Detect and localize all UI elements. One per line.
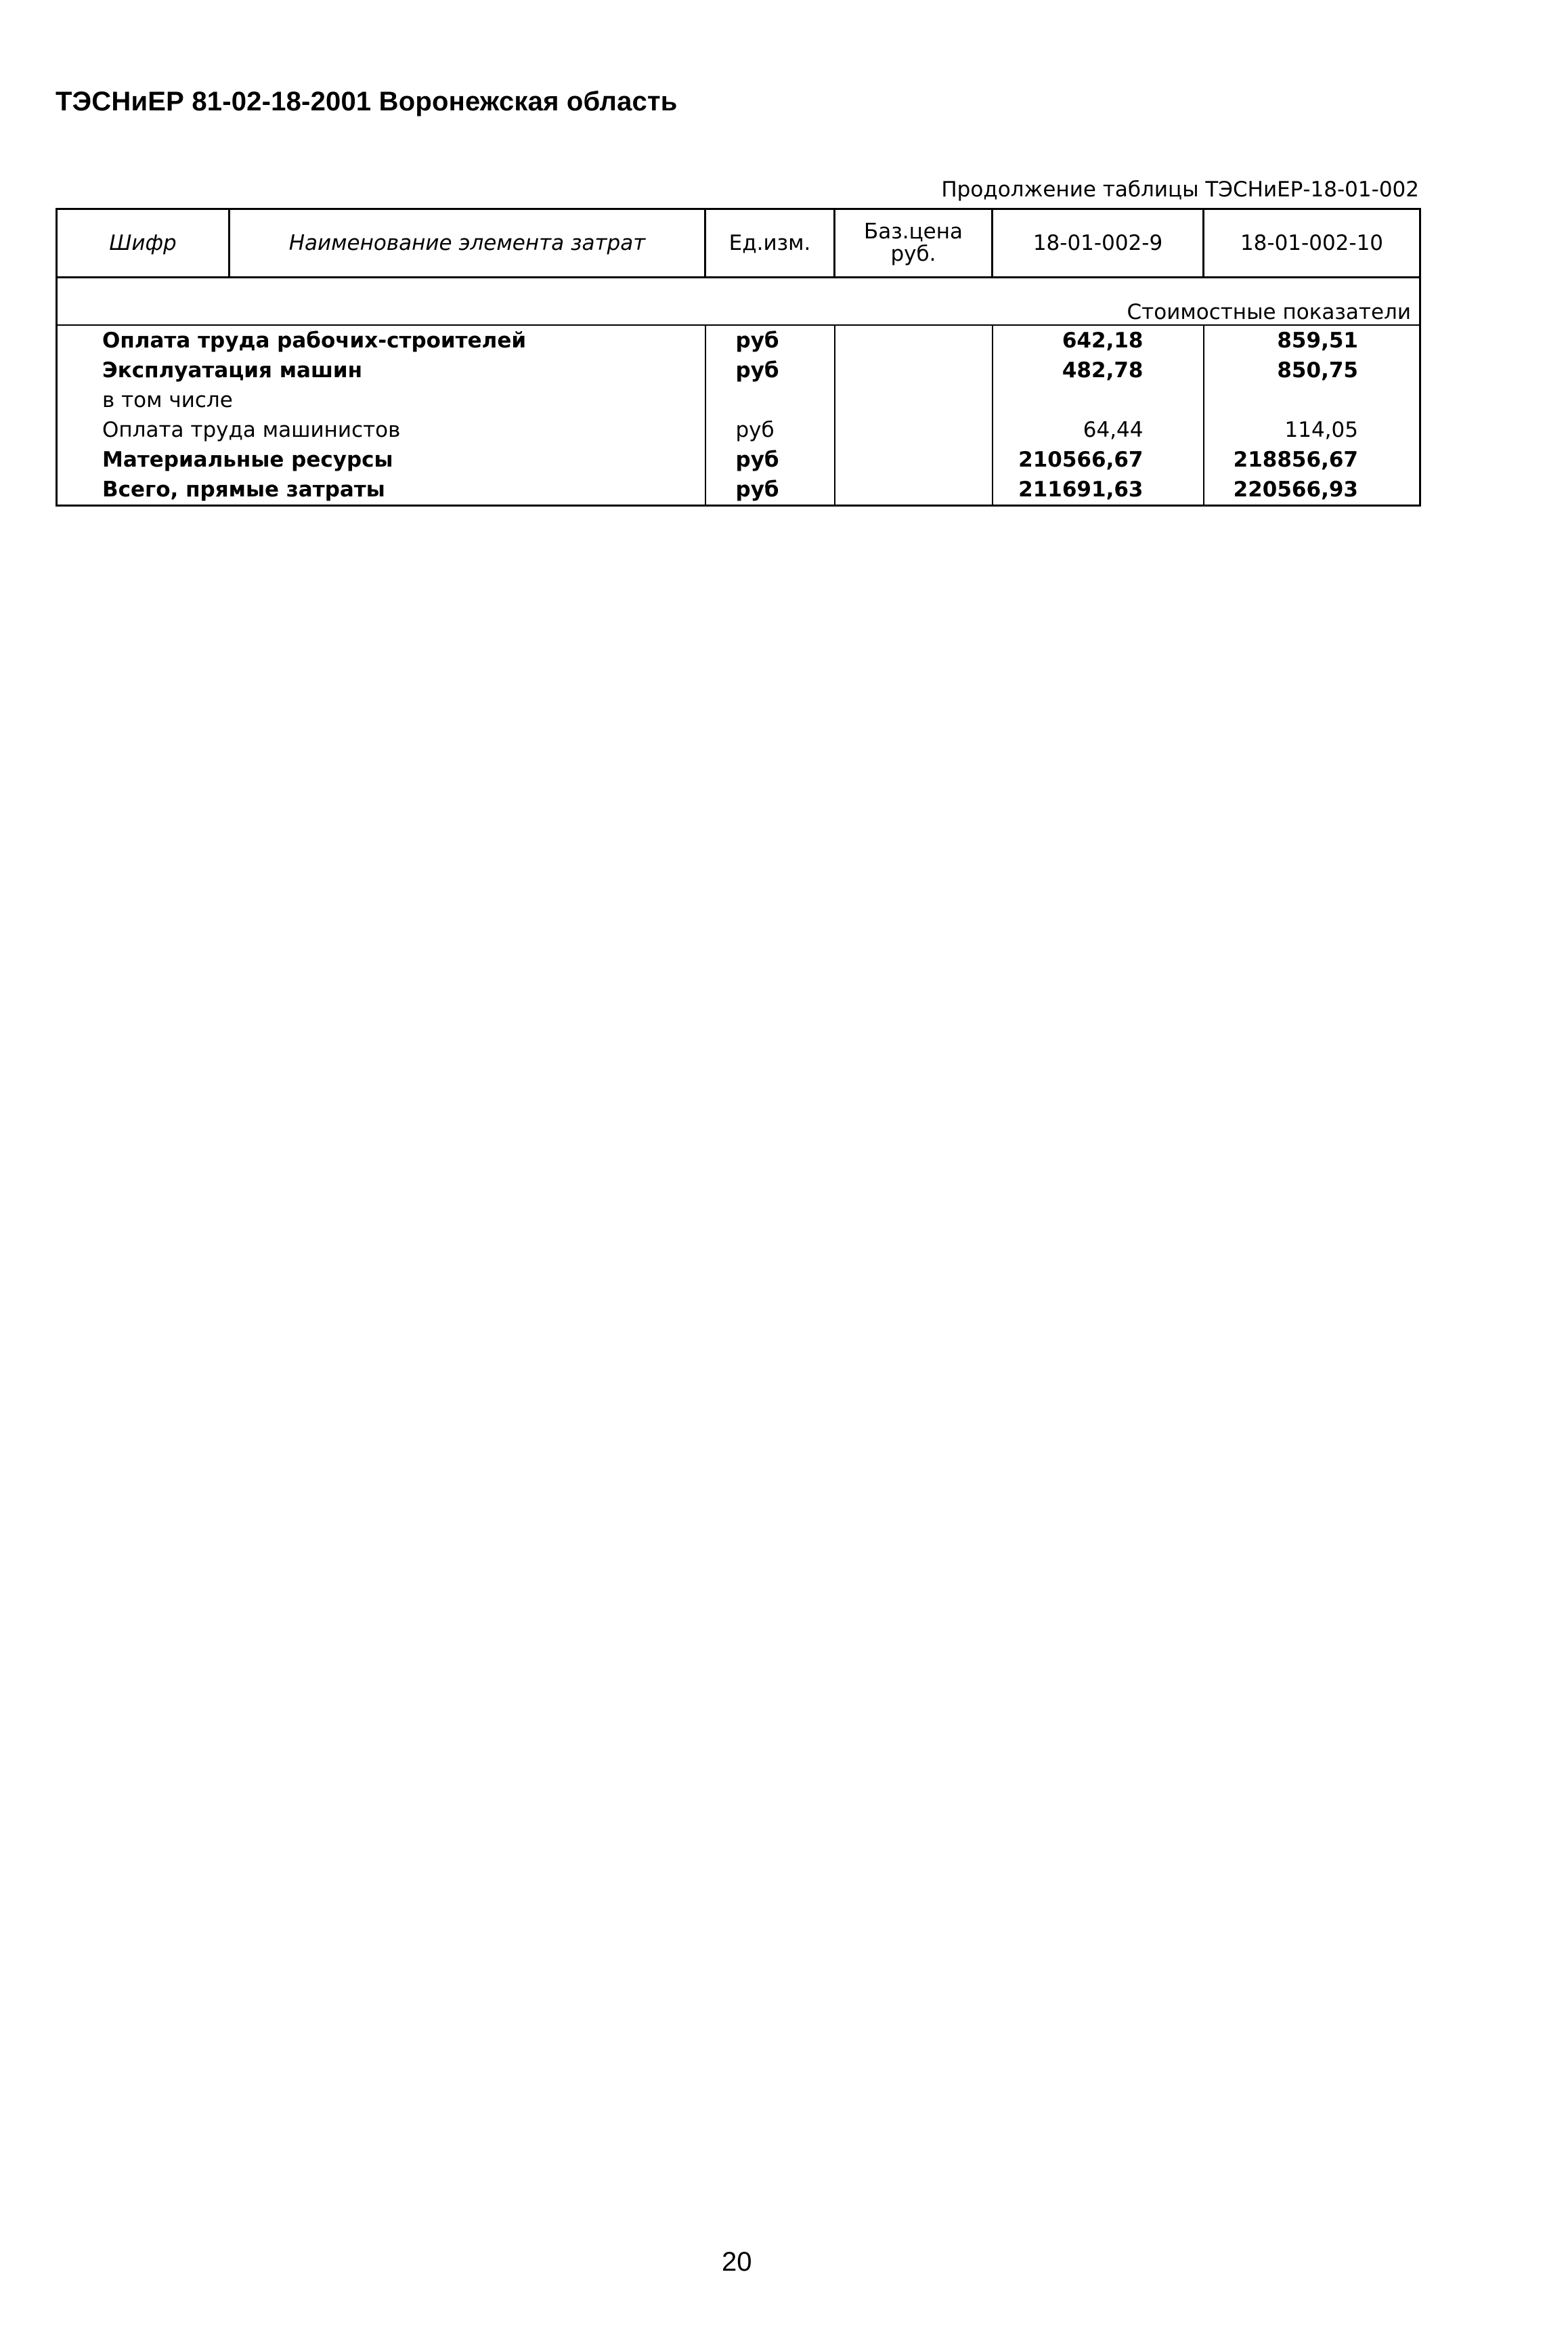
row-value-col-1: 211691,63	[993, 475, 1204, 506]
row-name: Оплата труда рабочих-строителей	[57, 325, 705, 356]
row-base-price	[835, 385, 993, 415]
header-base-price: Баз.цена руб.	[835, 209, 993, 278]
row-value-col-1	[993, 385, 1204, 415]
cost-table-container	[56, 208, 1419, 507]
row-name: в том числе	[57, 385, 705, 415]
table-continuation-label: Продолжение таблицы ТЭСНиЕР-18-01-002	[941, 177, 1419, 202]
header-name: Наименование элемента затрат	[230, 209, 705, 278]
cost-table	[56, 208, 1421, 507]
table-row	[57, 475, 1420, 506]
table-row	[57, 445, 1420, 475]
row-base-price	[835, 356, 993, 385]
header-code: Шифр	[57, 209, 230, 278]
row-value-col-2: 114,05	[1204, 415, 1420, 445]
row-value-col-1: 210566,67	[993, 445, 1204, 475]
row-unit: руб	[705, 475, 835, 506]
table-body	[57, 325, 1420, 506]
row-base-price	[835, 445, 993, 475]
row-value-col-1: 482,78	[993, 356, 1204, 385]
row-unit: руб	[705, 415, 835, 445]
table-row	[57, 415, 1420, 445]
row-name: Оплата труда машинистов	[57, 415, 705, 445]
header-col-1: 18-01-002-9	[993, 209, 1204, 278]
table-row	[57, 356, 1420, 385]
table-row	[57, 325, 1420, 356]
row-unit: руб	[705, 356, 835, 385]
document-title: ТЭСНиЕР 81-02-18-2001 Воронежская область	[56, 87, 678, 116]
row-value-col-2: 850,75	[1204, 356, 1420, 385]
page-number: 20	[722, 2247, 752, 2277]
row-value-col-2: 218856,67	[1204, 445, 1420, 475]
row-value-col-1: 642,18	[993, 325, 1204, 356]
table-header-row	[57, 209, 1420, 278]
row-value-col-1: 64,44	[993, 415, 1204, 445]
row-name: Эксплуатация машин	[57, 356, 705, 385]
row-name: Всего, прямые затраты	[57, 475, 705, 506]
spacer-row	[57, 278, 1420, 298]
row-unit: руб	[705, 445, 835, 475]
row-unit: руб	[705, 325, 835, 356]
row-base-price	[835, 475, 993, 506]
section-label: Стоимостные показатели	[57, 297, 1420, 325]
table-row	[57, 385, 1420, 415]
row-name: Материальные ресурсы	[57, 445, 705, 475]
header-unit: Ед.изм.	[705, 209, 835, 278]
row-value-col-2	[1204, 385, 1420, 415]
section-row	[57, 297, 1420, 325]
row-unit	[705, 385, 835, 415]
row-base-price	[835, 415, 993, 445]
header-col-2: 18-01-002-10	[1204, 209, 1420, 278]
row-value-col-2: 859,51	[1204, 325, 1420, 356]
row-base-price	[835, 325, 993, 356]
row-value-col-2: 220566,93	[1204, 475, 1420, 506]
